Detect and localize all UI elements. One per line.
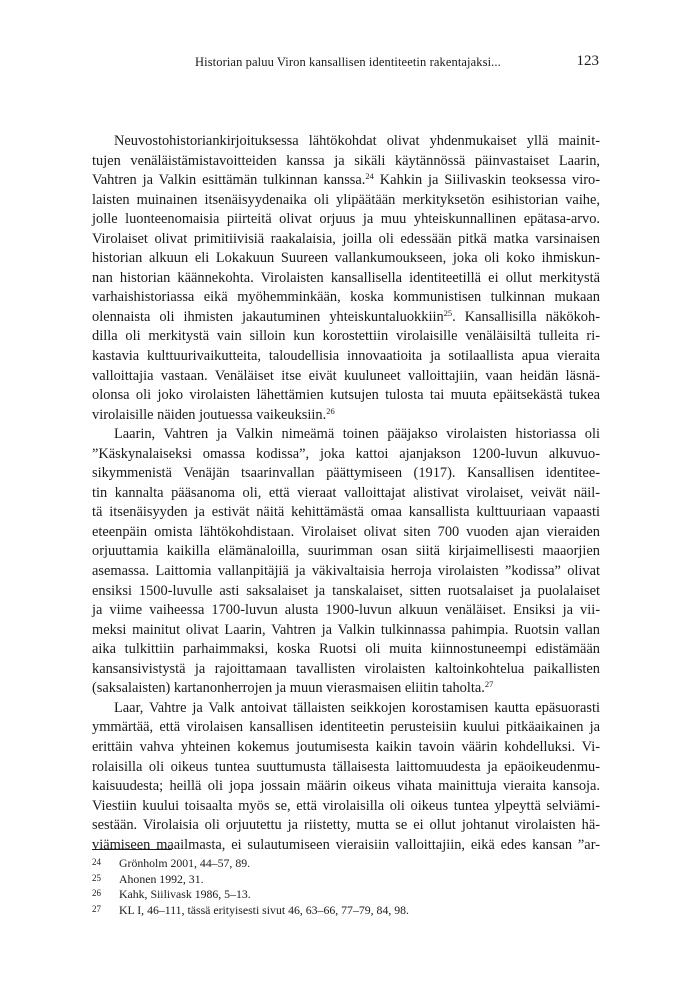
footnote-number: 26 xyxy=(92,888,101,899)
text-line: meksi mainitut olivat Laarin, Vahtren ja Valkin tulkinnassa pahimpia. Ruotsin vallan xyxy=(92,621,600,638)
text-line: erittäin vahva yhteinen kokemus joutumisesta kaikin tavoin väärin kohdelluksi. Vi- xyxy=(92,738,600,755)
text-line: laisten muinainen itsenäisyydenaika oli ylipäätään merkityksetön esihistorian vaihe, xyxy=(92,191,600,208)
footnote-reference[interactable]: 26 xyxy=(326,405,335,416)
text-line: rolaisilla oli oikeus tuntea suuttumusta tällaisesta laittomuudesta ja epäoikeudenmu- xyxy=(92,758,600,775)
footnote xyxy=(92,903,600,919)
text-line: tä itsenäisyyden ja estivät näitä kehittämästä omaa kansallista kulttuuriaan vapaasti xyxy=(92,504,600,521)
text-line: Vahtren ja Valkin esittämän tulkinnan kanssa.$^{24}$ Kahkin ja Siilivaskin teoksessa viro- xyxy=(92,171,600,189)
body-text xyxy=(92,132,600,855)
text-line: aika tulkittiin parhaimmaksi, koska Ruotsi oli muita kiinnostuneempi edistämään xyxy=(92,641,600,658)
text-line: tin kannalta pääsanoma oli, että vieraat valloittajat alistivat virolaiset, veivät näil- xyxy=(92,484,600,501)
text-line: eteenpäin omista lähtökohdistaan. Virolaiset olivat siten 700 vuoden ajan vieraiden xyxy=(92,523,600,540)
footnote-text: Kahk, Siilivask 1986, 5–13. xyxy=(119,887,251,902)
footnote xyxy=(92,887,600,903)
text-line: Laar, Vahtre ja Valk antoivat tällaisten seikkojen korostamisen kautta epäsuorasti xyxy=(114,699,600,716)
paragraph xyxy=(92,132,600,425)
text-line: sestään. Virolaisia oli orjuutettu ja riistetty, mutta se ei ollut johtanut virolaisten hä- xyxy=(92,817,600,834)
footnote-reference[interactable]: 25 xyxy=(443,307,453,318)
text-line: kaisuudesta; heillä oli jopa jossain määrin oikeus vihata mainittuja vieraita kansoja. xyxy=(92,778,600,795)
running-title: Historian paluu Viron kansallisen identiteetin rakentajaksi... xyxy=(195,55,501,69)
footnote xyxy=(92,872,600,888)
text-line: ”Käskynalaiseksi omassa kodissa”, joka kattoi ajanjakson 1200-luvun alkuvuo- xyxy=(92,445,600,462)
text-line: varhaishistoriassa eikä myöhemminkään, koska kommunistisen tulkinnan mukaan xyxy=(92,289,600,306)
text-line: ja viime vaiheessa 1700-luvun alusta 1900-luvun alkuun venäläiset. Ensiksi ja vii- xyxy=(92,602,600,619)
text-line: kastavia kulttuurivaikutteita, taloudellisia innovaatioita ja sotilaallista apua vieraita xyxy=(92,348,600,365)
text-line: historian alkuun eli Lokakuun Suureen vallankumoukseen, joka oli koko ihmiskun- xyxy=(92,250,600,267)
text-line: dilla oli merkitystä vain silloin kun korostettiin virolaisille venäläisiltä tulleita ri- xyxy=(92,328,600,345)
text-line: virolaisille näiden joutuessa vaikeuksiin.$^{26}$ xyxy=(92,405,335,423)
page-number: 123 xyxy=(576,53,599,69)
text-line: olonsa oli joko virolaisten lähettämien kutsujen tulosta tai muuta epäitsekästä tukea xyxy=(92,387,600,404)
text-line: ensiksi 1500-luvulle asti saksalaiset ja tanskalaiset, sitten ruotsalaiset ja puolalaiset xyxy=(92,582,600,599)
text-line: (saksalaisten) kartanonherrojen ja muun vierasmaisen eliitin taholta.$^{27}$ xyxy=(92,679,494,697)
text-line: tujen venäläistämistavoitteiden kanssa ja sikäli käytännössä päinvastaiset Laarin, xyxy=(92,152,600,169)
footnote-number: 27 xyxy=(92,903,101,914)
footnotes xyxy=(92,856,600,918)
text-line: olennaista oli ihmisten jakautuminen yhteiskuntaluokkiin$^{25}$. Kansallisilla näkökoh- xyxy=(92,307,600,325)
text-line: Neuvostohistoriankirjoituksessa lähtökohdat olivat yhdenmukaiset yllä mainit- xyxy=(114,133,600,149)
footnote-reference[interactable]: 24 xyxy=(365,171,374,182)
paragraph xyxy=(92,699,600,855)
text-line: kansansivistystä ja rajoittamaan tavallisten virolaisten kaltoinkohtelua paikallisten xyxy=(92,660,600,677)
footnote-divider xyxy=(92,849,172,850)
text-line: orjuuttamia kaikilla elämänaloilla, suurimman osan siitä kirjaimellisesti maaorjien xyxy=(92,543,600,560)
text-line: viämiseen maailmasta, ei sulautumiseen vieraisiin valloittajiin, eikä edes kansan ”ar- xyxy=(92,836,600,853)
text-line: Virolaiset olivat primitiivisiä raakalaisia, joilla oli edessään pitkä matka varsinaisen xyxy=(92,230,600,247)
text-line: asemassa. Laittomia vallanpitäjiä ja väkivaltaisia herroja virolaisten ”kodissa” olivat xyxy=(92,563,600,580)
text-line: jolle luonteenomaisia piirteitä olivat orjuus ja muu yhteiskunnallinen epätasa-arvo. xyxy=(92,211,600,228)
footnote-number: 24 xyxy=(92,857,101,867)
footnote-reference[interactable]: 27 xyxy=(484,679,494,690)
footnote-text: Grönholm 2001, 44–57, 89. xyxy=(119,856,251,870)
text-line: Laarin, Vahtren ja Valkin nimeämä toinen pääjakso virolaisten historiassa oli xyxy=(114,426,600,443)
text-line: valloittajia vastaan. Venäläiset itse eivät kuuluneet valloittajiin, vaan heidän läsnä- xyxy=(92,367,600,384)
footnote-text: Ahonen 1992, 31. xyxy=(119,871,204,886)
paragraph xyxy=(92,425,600,699)
text-line: sikymmenistä Venäjän tsaarinvallan päättymiseen (1917). Kansallisen identitee- xyxy=(92,465,600,482)
footnote xyxy=(92,856,600,872)
footnote-text: KL I, 46–111, tässä erityisesti sivut 46, 63–66, 77–79, 84, 98. xyxy=(119,902,409,917)
text-line: ymmärtää, että virolaisen kansallisen identiteetin perusteisiin kuului pitkäaikainen ja xyxy=(92,719,600,736)
text-line: Viestiin kuului toisaalta myös se, että virolaisilla oli oikeus tuntea ylpeyttä selviämi- xyxy=(92,797,600,814)
footnote-number: 25 xyxy=(92,872,101,883)
text-line: nan historian käännekohta. Virolaisten kansallisella identiteetillä ei ollut merkitystä xyxy=(92,269,600,286)
